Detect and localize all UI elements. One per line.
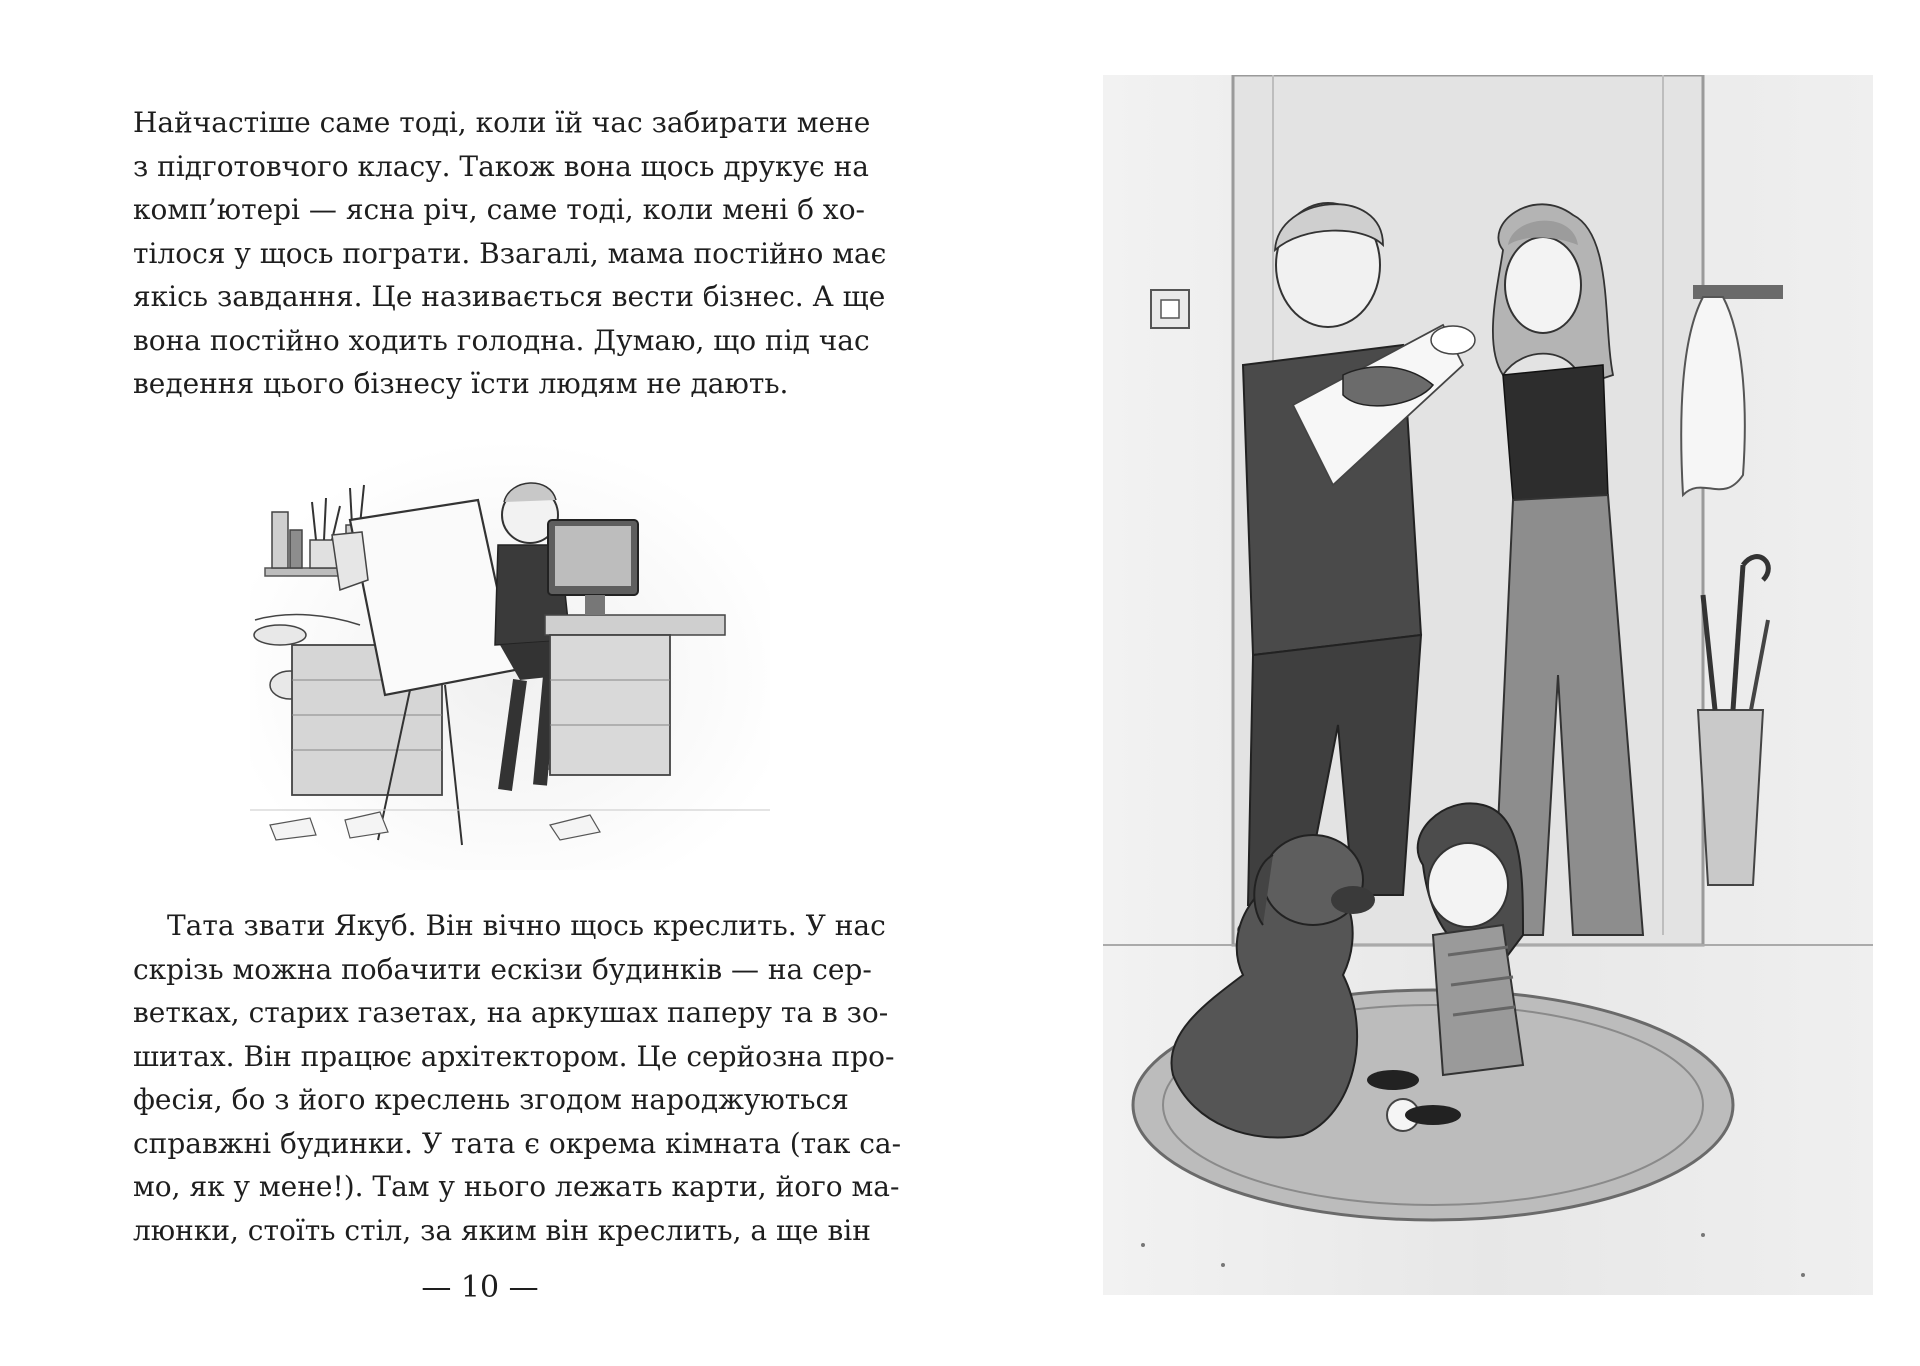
page-number: — 10 — bbox=[421, 1270, 539, 1305]
right-page bbox=[960, 0, 1920, 1366]
text-line: люнки, стоїть стіл, за яким він креслить, а ще він bbox=[133, 1213, 871, 1247]
text-line: з підготовчого класу. Також вона щось друкує на bbox=[133, 149, 869, 183]
text-line: фесія, бо з його креслень згодом народжуються bbox=[133, 1083, 849, 1116]
text-line: вона постійно ходить голодна. Думаю, що під час bbox=[133, 323, 870, 357]
paragraph-2 bbox=[133, 904, 902, 1252]
text-line: якісь завдання. Це називається вести бізнес. А ще bbox=[133, 280, 886, 313]
text-line: Найчастіше саме тоді, коли їй час забирати мене bbox=[133, 106, 871, 139]
illustration-architect-desk bbox=[250, 440, 770, 870]
text-line: ведення цього бізнесу їсти людям не дають. bbox=[133, 367, 789, 400]
text-line: скрізь можна побачити ескізи будинків — на сер- bbox=[133, 952, 872, 986]
text-line: мо, як у мене!). Там у нього лежать карти, його ма- bbox=[133, 1170, 900, 1203]
text-line: шитах. Він працює архітектором. Це серйозна про- bbox=[133, 1039, 895, 1073]
text-line: ветках, старих газетах, на аркушах паперу та в зо- bbox=[133, 996, 889, 1029]
text-line: комп’ютері — ясна річ, саме тоді, коли мені б хо- bbox=[133, 193, 866, 226]
paragraph-1 bbox=[133, 101, 887, 406]
text-line: Тата звати Якуб. Він вічно щось креслить. У нас bbox=[167, 909, 886, 942]
text-line: справжні будинки. У тата є окрема кімната (так са- bbox=[133, 1126, 902, 1160]
illustration-family-hallway bbox=[1103, 75, 1873, 1295]
text-line: тілося у щось пограти. Взагалі, мама постійно має bbox=[133, 236, 887, 270]
